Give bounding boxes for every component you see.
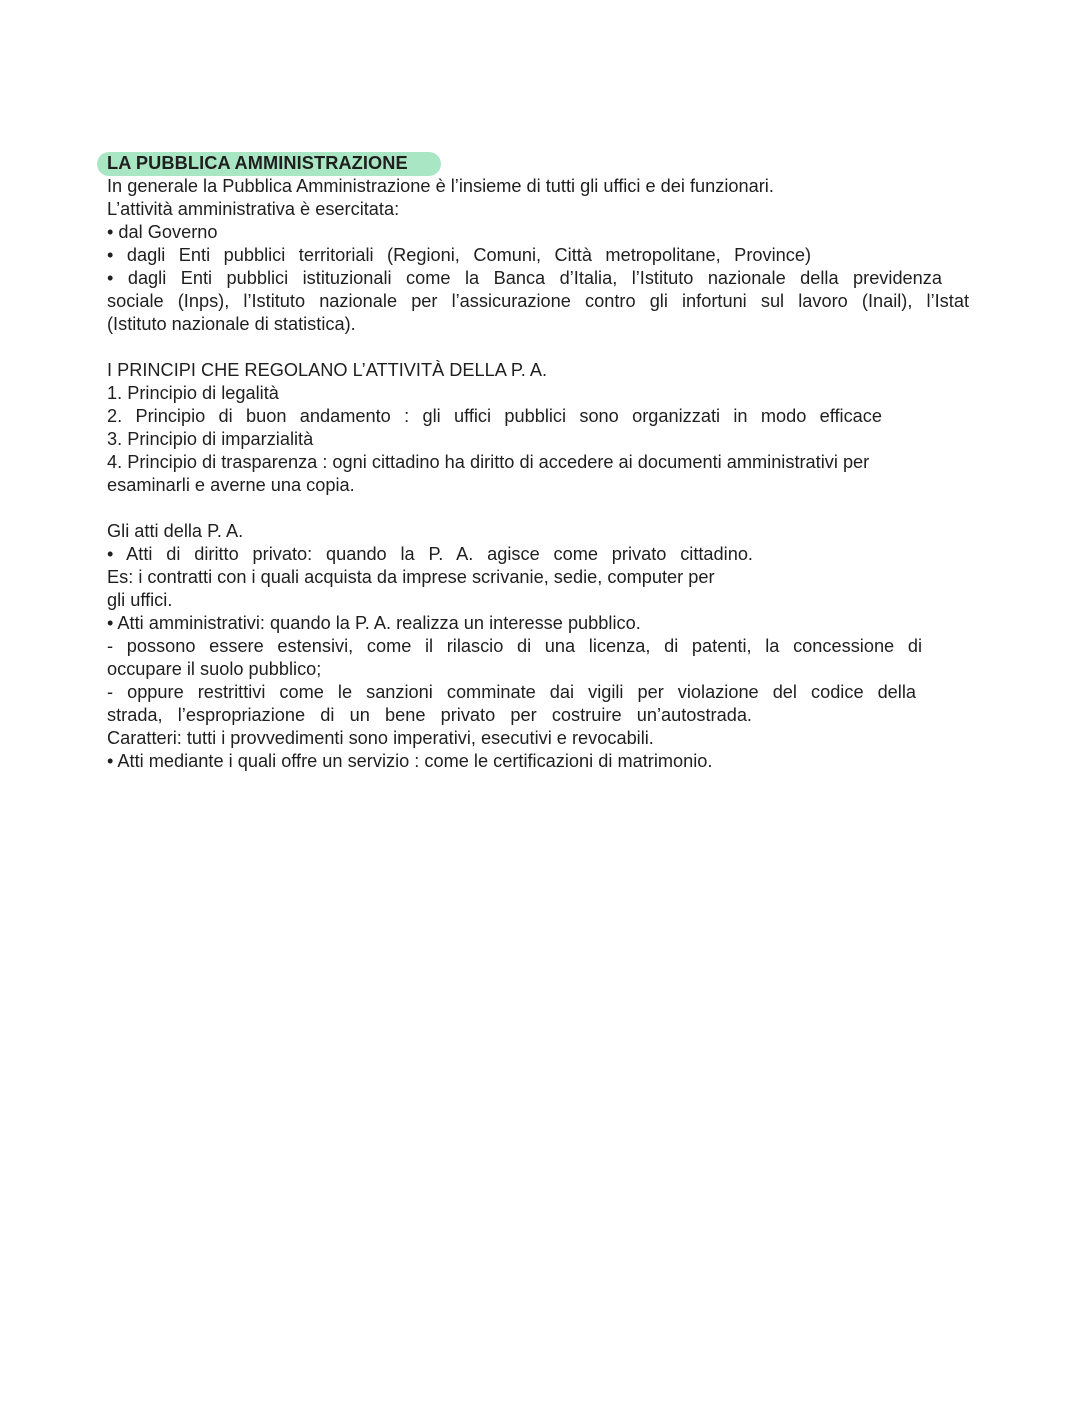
intro-bullet-istituzionali-line-2: sociale (Inps), l’Istituto nazionale per l’assicurazione contro gli infortuni sul lavoro (Inail), l’Istat xyxy=(107,291,969,311)
page-title: LA PUBBLICA AMMINISTRAZIONE xyxy=(107,153,408,173)
title-block xyxy=(107,152,982,175)
acts-admin-line-1: • Atti amministrativi: quando la P. A. realizza un interesse pubblico. xyxy=(107,613,641,633)
intro-bullet-governo: • dal Governo xyxy=(107,222,218,242)
principles-heading: I PRINCIPI CHE REGOLANO L’ATTIVITÀ DELLA P. A. xyxy=(107,360,548,380)
acts-admin-line-5: strada, l’espropriazione di un bene privato per costruire un’autostrada. xyxy=(107,705,752,725)
spacer xyxy=(107,497,982,520)
acts-private-line-2: Es: i contratti con i quali acquista da imprese scrivanie, sedie, computer per xyxy=(107,567,715,587)
acts-admin-line-4: - oppure restrittivi come le sanzioni comminate dai vigili per violazione del codice della xyxy=(107,682,916,702)
intro-bullet-istituzionali-line-3: (Istituto nazionale di statistica). xyxy=(107,314,356,334)
acts-private-line-1: • Atti di diritto privato: quando la P. A. agisce come privato cittadino. xyxy=(107,544,753,564)
intro-bullet-istituzionali-line-1: • dagli Enti pubblici istituzionali come la Banca d’Italia, l’Istituto nazionale della previdenza xyxy=(107,268,942,288)
acts-admin-line-2: - possono essere estensivi, come il rilascio di una licenza, di patenti, la concessione di xyxy=(107,636,922,656)
principle-legalita: 1. Principio di legalità xyxy=(107,383,279,403)
principle-imparzialita: 3. Principio di imparzialità xyxy=(107,429,314,449)
acts-service: • Atti mediante i quali offre un servizio : come le certificazioni di matrimonio. xyxy=(107,751,713,771)
principle-trasparenza-line-1: 4. Principio di trasparenza : ogni cittadino ha diritto di accedere ai documenti amministrativi per xyxy=(107,452,870,472)
acts-admin-line-3: occupare il suolo pubblico; xyxy=(107,659,322,679)
document-content xyxy=(107,152,982,773)
acts-traits: Caratteri: tutti i provvedimenti sono imperativi, esecutivi e revocabili. xyxy=(107,728,654,748)
principle-trasparenza-line-2: esaminarli e averne una copia. xyxy=(107,475,355,495)
intro-line-1: In generale la Pubblica Amministrazione è l’insieme di tutti gli uffici e dei funzionari. xyxy=(107,176,774,196)
spacer xyxy=(107,336,982,359)
intro-bullet-territoriali: • dagli Enti pubblici territoriali (Regioni, Comuni, Città metropolitane, Province) xyxy=(107,245,811,265)
principle-buon-andamento: 2. Principio di buon andamento : gli uffici pubblici sono organizzati in modo efficace xyxy=(107,406,882,426)
acts-private-line-3: gli uffici. xyxy=(107,590,173,610)
acts-heading: Gli atti della P. A. xyxy=(107,521,244,541)
intro-line-2: L’attività amministrativa è esercitata: xyxy=(107,199,400,219)
